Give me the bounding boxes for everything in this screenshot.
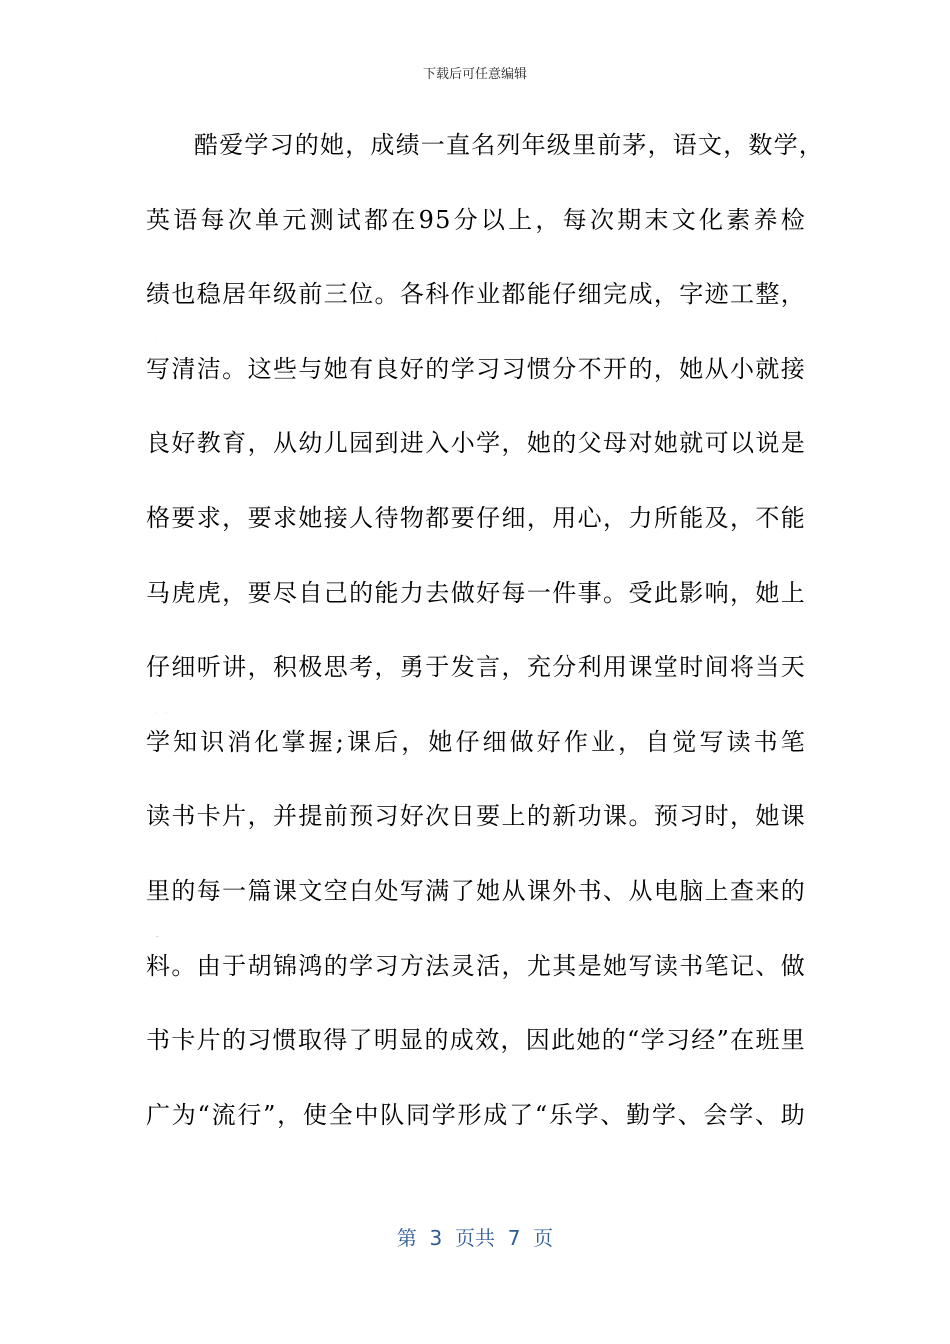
- text-line: 书卡片的习惯取得了明显的成效，因此她的“学习经”在班里: [146, 1026, 806, 1055]
- text-line: 广为“流行”，使全中队同学形成了“乐学、勤学、会学、助: [146, 1100, 806, 1129]
- body-text: [146, 116, 824, 1160]
- text-line: 马虎虎，要尽自己的能力去做好每一件事。受此影响，她上: [146, 578, 806, 607]
- page-footer: 第 3 页共 7 页: [396, 1226, 554, 1250]
- text-line: 酷爱学习的她，成绩一直名列年级里前茅，语文，数学，: [194, 131, 824, 159]
- text-line: 格要求，要求她接人待物都要仔细，用心，力所能及，不能: [146, 503, 806, 532]
- text-line: 读书卡片，并提前预习好次日要上的新功课。预习时，她课: [146, 802, 806, 831]
- page-header: 下载后可任意编辑: [422, 67, 527, 82]
- text-line: 里的每一篇课文空白处写满了她从课外书、从电脑上查来的: [146, 876, 806, 905]
- text-line: 料。由于胡锦鸿的学习方法灵活，尤其是她写读书笔记、做: [146, 951, 806, 980]
- text-line: 学知识消化掌握;课后，她仔细做好作业，自觉写读书笔: [146, 727, 806, 756]
- text-line: 英语每次单元测试都在95分以上，每次期末文化素养检: [146, 205, 806, 234]
- text-line: 写清洁。这些与她有良好的学习习惯分不开的，她从小就接: [146, 354, 806, 383]
- text-line: 绩也稳居年级前三位。各科作业都能仔细完成，字迹工整，: [146, 280, 806, 309]
- text-line: 良好教育，从幼儿园到进入小学，她的父母对她就可以说是: [146, 429, 806, 458]
- text-line: 仔细听讲，积极思考，勇于发言，充分利用课堂时间将当天: [146, 653, 806, 682]
